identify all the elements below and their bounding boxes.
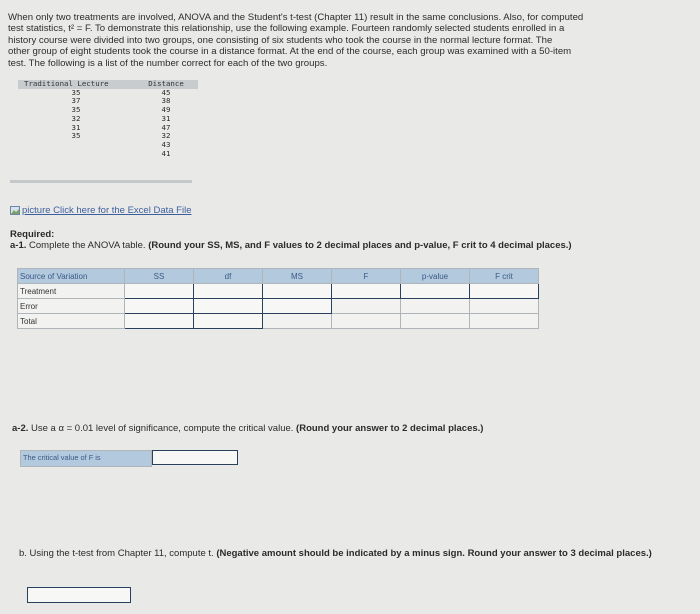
treatment-df-input[interactable]	[194, 284, 263, 299]
critical-value-row	[20, 450, 238, 467]
a1-text: Complete the ANOVA table.	[26, 240, 149, 251]
distance-value: 38	[161, 96, 171, 106]
distance-value: 31	[161, 113, 171, 123]
header-p-value: p-value	[401, 269, 470, 284]
traditional-value: 35	[71, 105, 81, 115]
a2-instruction	[12, 423, 483, 434]
distance-value: 47	[161, 122, 171, 132]
excel-data-link[interactable]	[10, 205, 191, 216]
treatment-ss-input[interactable]	[125, 284, 194, 299]
row-label: Treatment	[18, 284, 125, 299]
distance-value: 41	[161, 148, 171, 158]
header-df: df	[194, 269, 263, 284]
required-section	[10, 229, 572, 251]
intro-line: test. The following is a list of the number correct for each of the two groups.	[8, 57, 328, 69]
intro-line: When only two treatments are involved, ANOVA and the Student's t-test (Chapter 11) result in the same conclusions. Also, for computed	[8, 12, 584, 23]
critical-value-label: The critical value of F is	[20, 450, 152, 467]
header-ss: SS	[125, 269, 194, 284]
a2-prefix: a-2.	[12, 423, 29, 434]
part-b-text: b. Using the t-test from Chapter 11, compute t.	[19, 548, 217, 559]
intro-line: other group of eight students took the course in a distance format. At the end of the course, each group was examined with a 50-item	[8, 46, 572, 58]
error-f-crit-cell	[470, 299, 539, 314]
a2-rounding: (Round your answer to 2 decimal places.)	[296, 423, 484, 434]
intro-line: history course were divided into two groups, one consisting of six students who took the course in the normal lecture format. The	[8, 34, 553, 46]
distance-value: 43	[161, 139, 171, 149]
distance-column	[134, 89, 198, 159]
traditional-column	[18, 89, 134, 159]
traditional-value: 35	[71, 131, 81, 141]
treatment-f-input[interactable]	[332, 284, 401, 299]
picture-icon	[10, 206, 20, 215]
traditional-value: 31	[71, 122, 81, 132]
total-ms-cell	[263, 314, 332, 329]
divider	[10, 180, 192, 183]
a1-rounding: (Round your SS, MS, and F values to 2 decimal places and p-value, F crit to 4 decimal places.)	[148, 240, 572, 251]
header-source: Source of Variation	[18, 269, 125, 284]
total-df-input[interactable]	[194, 314, 263, 329]
data-table-header	[18, 80, 198, 89]
traditional-value: 37	[71, 96, 81, 106]
traditional-value: 35	[71, 87, 81, 97]
anova-table	[17, 268, 539, 329]
critical-value-input[interactable]	[152, 450, 238, 465]
total-f-crit-cell	[470, 314, 539, 329]
header-f-crit: F crit	[470, 269, 539, 284]
a1-instruction	[10, 240, 572, 251]
a2-text: Use a α = 0.01 level of significance, compute the critical value.	[28, 423, 297, 434]
error-ms-input[interactable]	[263, 299, 332, 314]
anova-header-row	[18, 269, 539, 284]
part-b-rounding: (Negative amount should be indicated by a minus sign. Round your answer to 3 decimal places.)	[216, 548, 652, 559]
total-f-cell	[332, 314, 401, 329]
row-label: Total	[18, 314, 125, 329]
distance-value: 45	[161, 87, 171, 97]
anova-row-error	[18, 299, 539, 314]
anova-row-treatment	[18, 284, 539, 299]
traditional-value: 32	[71, 113, 81, 123]
treatment-ms-input[interactable]	[263, 284, 332, 299]
total-ss-input[interactable]	[125, 314, 194, 329]
a1-prefix: a-1.	[10, 240, 27, 251]
excel-link-label: picture Click here for the Excel Data File	[22, 205, 192, 216]
total-p-value-cell	[401, 314, 470, 329]
distance-value: 49	[161, 105, 171, 115]
required-title: Required:	[10, 229, 55, 240]
distance-value: 32	[161, 131, 171, 141]
error-f-cell	[332, 299, 401, 314]
t-value-input[interactable]	[27, 587, 131, 603]
header-ms: MS	[263, 269, 332, 284]
distance-header: Distance	[148, 79, 184, 88]
treatment-p-value-input[interactable]	[401, 284, 470, 299]
traditional-header: Traditional Lecture	[24, 79, 109, 88]
error-p-value-cell	[401, 299, 470, 314]
error-ss-input[interactable]	[125, 299, 194, 314]
anova-row-total	[18, 314, 539, 329]
treatment-f-crit-input[interactable]	[470, 284, 539, 299]
error-df-input[interactable]	[194, 299, 263, 314]
part-b-instruction	[19, 548, 679, 559]
row-label: Error	[18, 299, 125, 314]
problem-statement	[8, 12, 694, 69]
header-f: F	[332, 269, 401, 284]
data-table	[18, 80, 198, 158]
intro-line: test statistics, t² = F. To demonstrate this relationship, use the following example. Fourteen randomly selected students enrolled in a	[8, 23, 565, 35]
